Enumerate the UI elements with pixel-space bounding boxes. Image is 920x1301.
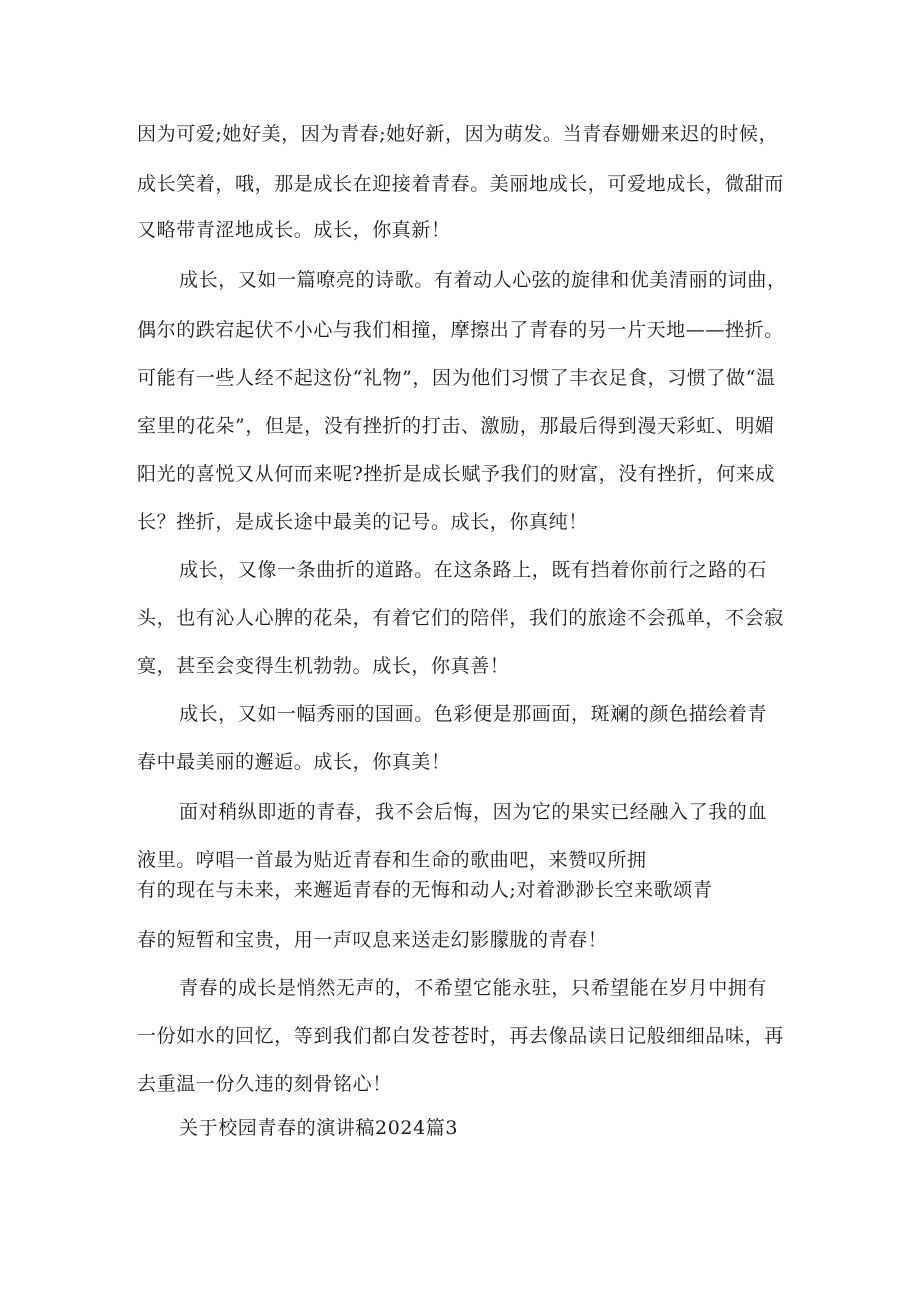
text-line: 春的短暂和宝贵，用一声叹息来送走幻影朦胧的青春！: [137, 929, 608, 951]
text-line: 室里的花朵”，但是，没有挫折的打击、激励，那最后得到漫天彩虹、明媚: [137, 415, 775, 437]
text-line: 长？挫折，是成长途中最美的记号。成长，你真纯！: [137, 511, 588, 533]
text-line: 一份如水的回忆，等到我们都白发苍苍时，再去像品读日记般细细品味，再: [137, 1025, 784, 1047]
paragraph-first-line: 面对稍纵即逝的青春，我不会后悔，因为它的果实已经融入了我的血: [179, 801, 768, 823]
paragraph-first-line: 成长，又如一幅秀丽的国画。色彩便是那画面，斑斓的颜色描绘着青: [179, 703, 768, 725]
text-line: 春中最美丽的邂逅。成长，你真美！: [137, 751, 451, 773]
paragraph-first-line: 青春的成长是悄然无声的，不希望它能永驻，只希望能在岁月中拥有: [179, 977, 768, 999]
paragraph-first-line: 成长，又像一条曲折的道路。在这条路上，既有挡着你前行之路的石: [179, 559, 768, 581]
text-line: 阳光的喜悦又从何而来呢?挫折是成长赋予我们的财富，没有挫折，何来成: [137, 463, 775, 485]
text-line: 去重温一份久违的刻骨铭心！: [137, 1073, 392, 1095]
paragraph-first-line: 成长，又如一篇嘹亮的诗歌。有着动人心弦的旋律和优美清丽的词曲，: [179, 269, 787, 291]
text-line: 有的现在与未来，来邂逅青春的无悔和动人;对着渺渺长空来歌颂青: [137, 879, 713, 901]
text-line: 又略带青涩地成长。成长，你真新！: [137, 219, 451, 241]
text-line: 头，也有沁人心脾的花朵，有着它们的陪伴，我们的旅途不会孤单，不会寂: [137, 607, 784, 629]
section-heading: 关于校园青春的演讲稿2024篇3: [179, 1117, 459, 1139]
text-line: 液里。哼唱一首最为贴近青春和生命的歌曲吧，来赞叹所拥: [137, 849, 647, 871]
text-line: 成长笑着，哦，那是成长在迎接着青春。美丽地成长，可爱地成长，微甜而: [137, 173, 784, 195]
text-line: 因为可爱;她好美，因为青春;她好新，因为萌发。当青春姗姗来迟的时候，: [137, 123, 779, 145]
text-line: 可能有一些人经不起这份“礼物”，因为他们习惯了丰衣足食，习惯了做“温: [137, 367, 776, 389]
text-line: 偶尔的跌宕起伏不小心与我们相撞，摩擦出了青春的另一片天地——挫折。: [137, 319, 784, 341]
text-line: 寞，甚至会变得生机勃勃。成长，你真善！: [137, 655, 510, 677]
